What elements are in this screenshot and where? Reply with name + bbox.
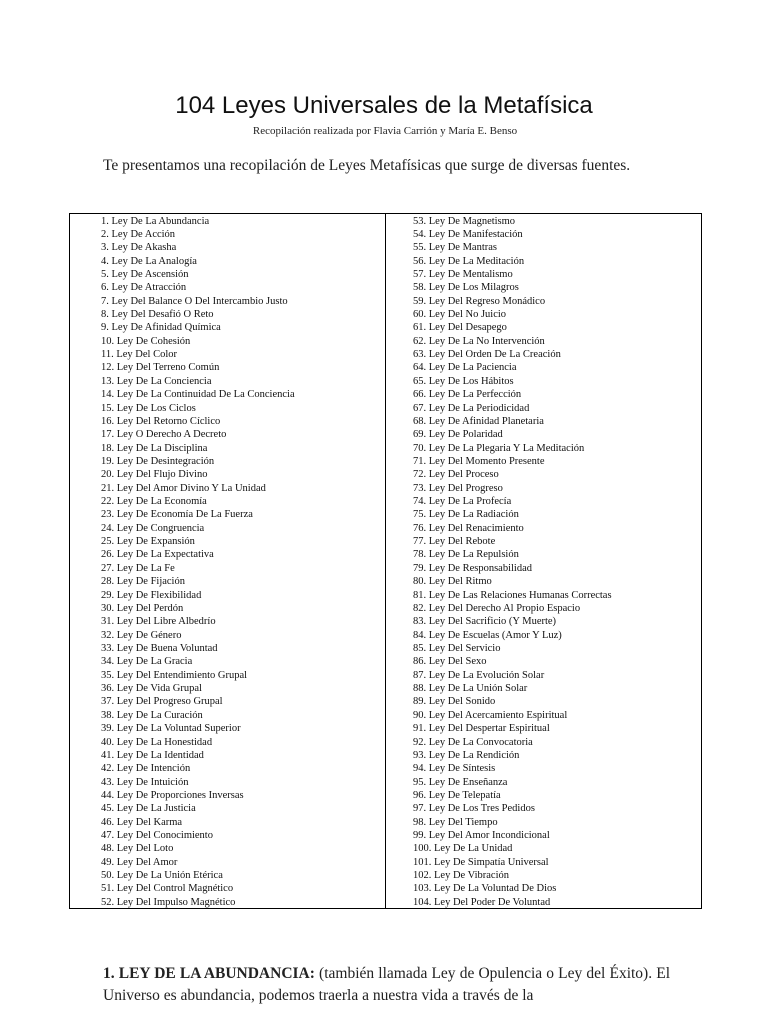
law-item: 53. Ley De Magnetismo — [413, 215, 516, 227]
table-column-divider — [385, 214, 386, 908]
law-item: 13. Ley De La Conciencia — [101, 375, 212, 387]
law-item: 70. Ley De La Plegaria Y La Meditación — [413, 442, 585, 454]
law-item: 48. Ley Del Loto — [101, 843, 174, 855]
law-item: 91. Ley Del Despertar Espiritual — [413, 723, 550, 735]
law-item: 62. Ley De La No Intervención — [413, 335, 545, 347]
law-item: 16. Ley Del Retorno Cíclico — [101, 415, 221, 427]
intro-paragraph: Te presentamos una recopilación de Leyes Metafísicas que surge de diversas fuentes. — [103, 157, 631, 174]
law-item: 88. Ley De La Unión Solar — [413, 683, 528, 695]
laws-column-left — [101, 214, 295, 909]
law-item: 101. Ley De Simpatía Universal — [413, 856, 549, 868]
law-item: 74. Ley De La Profecía — [413, 496, 512, 508]
law-item: 9. Ley De Afinidad Química — [101, 322, 221, 334]
law-item: 104. Ley Del Poder De Voluntad — [413, 896, 551, 908]
law-item: 89. Ley Del Sonido — [413, 696, 496, 708]
law-item: 68. Ley De Afinidad Planetaria — [413, 415, 544, 427]
law-item: 27. Ley De La Fe — [101, 562, 175, 574]
law-item: 60. Ley Del No Juicio — [413, 309, 507, 321]
law-item: 65. Ley De Los Hábitos — [413, 375, 514, 387]
law-item: 42. Ley De Intención — [101, 763, 191, 775]
law-item: 85. Ley Del Servicio — [413, 643, 501, 654]
first-law-paragraph — [103, 963, 670, 1007]
law-item: 31. Ley Del Libre Albedrío — [101, 616, 216, 628]
law-item: 39. Ley De La Voluntad Superior — [101, 723, 241, 735]
law-item: 81. Ley De Las Relaciones Humanas Correctas — [413, 589, 612, 601]
law-item: 84. Ley De Escuelas (Amor Y Luz) — [413, 629, 562, 641]
law-item: 66. Ley De La Perfección — [413, 389, 522, 401]
law-item: 83. Ley Del Sacrificio (Y Muerte) — [413, 616, 557, 628]
law-item: 14. Ley De La Continuidad De La Conciencia — [101, 389, 295, 401]
law-item: 61. Ley Del Desapego — [413, 322, 507, 334]
laws-table — [69, 213, 702, 909]
first-law-text: (también llamada Ley de Opulencia o Ley del Éxito). El Universo es abundancia, podemos traerla a nuestra vida a través de la — [103, 965, 671, 1004]
law-item: 6. Ley De Atracción — [101, 282, 187, 294]
law-item: 10. Ley De Cohesión — [101, 335, 191, 347]
law-item: 71. Ley Del Momento Presente — [413, 455, 545, 467]
law-item: 56. Ley De La Meditación — [413, 255, 525, 267]
law-item: 3. Ley De Akasha — [101, 242, 177, 254]
law-item: 37. Ley Del Progreso Grupal — [101, 696, 223, 708]
law-item: 4. Ley De La Analogía — [101, 255, 197, 267]
law-item: 54. Ley De Manifestación — [413, 228, 523, 240]
law-item: 47. Ley Del Conocimiento — [101, 830, 213, 842]
law-item: 23. Ley De Economía De La Fuerza — [101, 509, 253, 521]
law-item: 18. Ley De La Disciplina — [101, 442, 208, 454]
law-item: 67. Ley De La Periodicidad — [413, 402, 530, 414]
law-item: 72. Ley Del Proceso — [413, 469, 499, 481]
law-item: 73. Ley Del Progreso — [413, 482, 503, 494]
law-item: 59. Ley Del Regreso Monádico — [413, 295, 546, 307]
law-item: 2. Ley De Acción — [101, 228, 176, 240]
law-item: 96. Ley De Telepatía — [413, 789, 501, 801]
law-item: 33. Ley De Buena Voluntad — [101, 643, 218, 654]
law-item: 34. Ley De La Gracia — [101, 656, 193, 668]
law-item: 11. Ley Del Color — [101, 349, 178, 361]
law-item: 35. Ley Del Entendimiento Grupal — [101, 669, 248, 681]
law-item: 22. Ley De La Economía — [101, 496, 207, 508]
law-item: 99. Ley Del Amor Incondicional — [413, 830, 550, 842]
law-item: 21. Ley Del Amor Divino Y La Unidad — [101, 482, 266, 494]
law-item: 30. Ley Del Perdón — [101, 602, 184, 614]
law-item: 49. Ley Del Amor — [101, 856, 178, 868]
law-item: 78. Ley De La Repulsión — [413, 549, 519, 561]
law-item: 51. Ley Del Control Magnético — [101, 883, 234, 895]
law-item: 38. Ley De La Curación — [101, 709, 203, 721]
law-item: 63. Ley Del Orden De La Creación — [413, 349, 561, 361]
law-item: 7. Ley Del Balance O Del Intercambio Justo — [101, 295, 288, 307]
law-item: 64. Ley De La Paciencia — [413, 362, 517, 374]
law-item: 69. Ley De Polaridad — [413, 429, 503, 441]
law-item: 19. Ley De Desintegración — [101, 455, 215, 467]
law-item: 79. Ley De Responsabilidad — [413, 562, 532, 574]
law-item: 1. Ley De La Abundancia — [101, 215, 210, 227]
law-item: 90. Ley Del Acercamiento Espiritual — [413, 709, 568, 721]
law-item: 103. Ley De La Voluntad De Dios — [413, 883, 557, 895]
law-item: 12. Ley Del Terreno Común — [101, 362, 220, 374]
law-item: 93. Ley De La Rendición — [413, 749, 520, 761]
law-item: 15. Ley De Los Ciclos — [101, 402, 196, 414]
law-item: 41. Ley De La Identidad — [101, 749, 204, 761]
document-subtitle: Recopilación realizada por Flavia Carrión y María E. Benso — [252, 125, 518, 137]
law-item: 77. Ley Del Rebote — [413, 536, 496, 548]
law-item: 17. Ley O Derecho A Decreto — [101, 429, 227, 441]
law-item: 46. Ley Del Karma — [101, 816, 183, 828]
law-item: 43. Ley De Intuición — [101, 776, 189, 788]
law-item: 94. Ley De Síntesis — [413, 763, 496, 775]
law-item: 86. Ley Del Sexo — [413, 656, 487, 668]
law-item: 36. Ley De Vida Grupal — [101, 683, 202, 695]
law-item: 25. Ley De Expansión — [101, 536, 195, 548]
law-item: 75. Ley De La Radiación — [413, 509, 519, 521]
law-item: 24. Ley De Congruencia — [101, 522, 205, 534]
law-item: 32. Ley De Género — [101, 629, 182, 641]
law-item: 98. Ley Del Tiempo — [413, 816, 498, 828]
law-item: 8. Ley Del Desafió O Reto — [101, 309, 214, 321]
law-item: 5. Ley De Ascensión — [101, 268, 189, 280]
law-item: 80. Ley Del Ritmo — [413, 576, 492, 588]
law-item: 40. Ley De La Honestidad — [101, 736, 213, 748]
law-item: 20. Ley Del Flujo Divino — [101, 469, 208, 481]
law-item: 58. Ley De Los Milagros — [413, 282, 519, 294]
law-item: 55. Ley De Mantras — [413, 242, 497, 254]
law-item: 102. Ley De Vibración — [413, 870, 509, 882]
law-item: 26. Ley De La Expectativa — [101, 549, 214, 561]
law-item: 50. Ley De La Unión Etérica — [101, 870, 223, 882]
law-item: 29. Ley De Flexibilidad — [101, 589, 202, 601]
law-item: 92. Ley De La Convocatoria — [413, 736, 533, 748]
law-item: 52. Ley Del Impulso Magnético — [101, 896, 236, 908]
law-item: 100. Ley De La Unidad — [413, 843, 513, 855]
law-item: 57. Ley De Mentalismo — [413, 268, 513, 280]
law-item: 28. Ley De Fijación — [101, 576, 185, 588]
document-title: 104 Leyes Universales de la Metafísica — [175, 92, 593, 119]
law-item: 76. Ley Del Renacimiento — [413, 522, 524, 534]
law-item: 97. Ley De Los Tres Pedidos — [413, 803, 535, 815]
law-item: 95. Ley De Enseñanza — [413, 776, 508, 788]
law-item: 45. Ley De La Justicia — [101, 803, 196, 815]
law-item: 87. Ley De La Evolución Solar — [413, 669, 545, 681]
first-law-heading: 1. LEY DE LA ABUNDANCIA: — [103, 965, 315, 982]
law-item: 82. Ley Del Derecho Al Propio Espacio — [413, 602, 581, 614]
laws-column-right — [413, 214, 612, 909]
law-item: 44. Ley De Proporciones Inversas — [101, 789, 244, 801]
